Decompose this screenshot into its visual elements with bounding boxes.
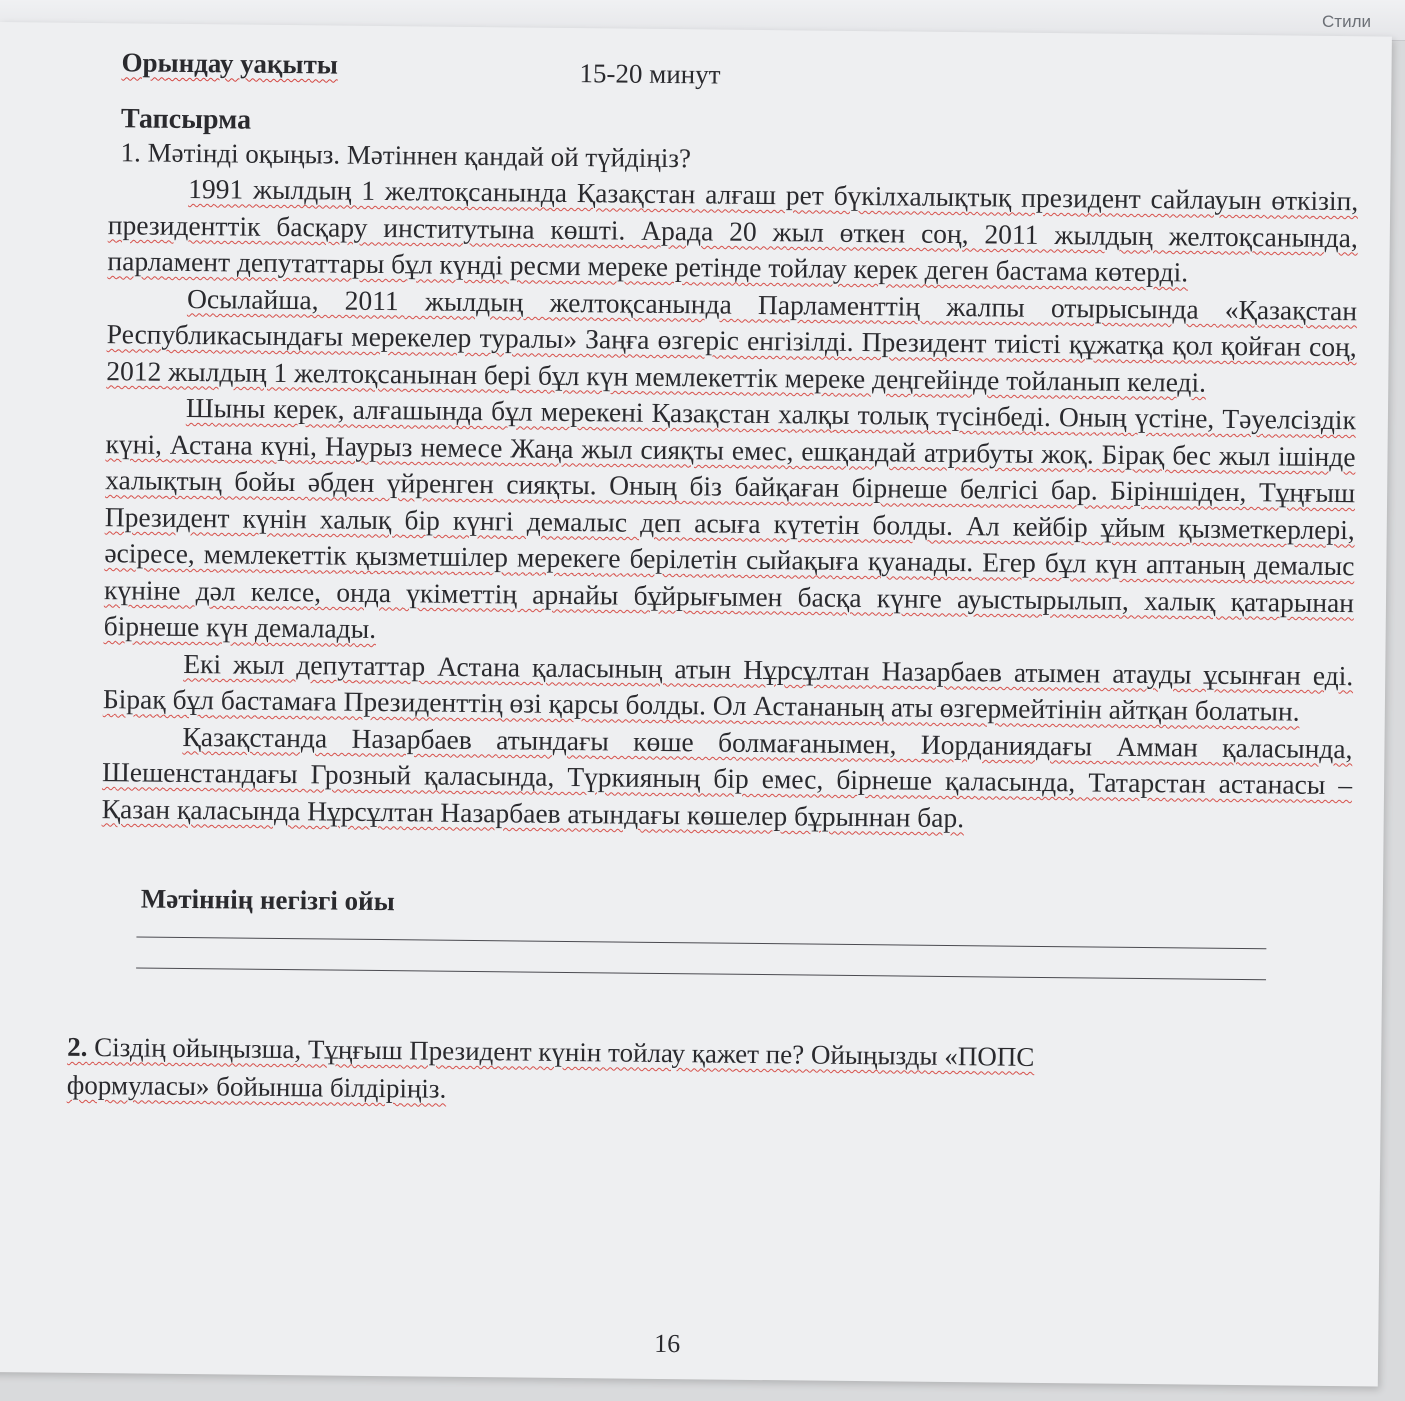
document-page [0,22,1392,1387]
styles-button[interactable]: Стили [1322,12,1371,31]
page-number: 16 [654,1328,681,1359]
text-paragraph-4: Екі жыл депутаттар Астана қаласының атын Нұрсұлтан Назарбаев атымен атауды ұсынған еді. Бірақ бұл бастамаға Президенттің өзі қарсы болды. Ол Астананың аты өзгермейтінін айтқан болатын. [102,647,1354,727]
time-label: Орындау уақыты [121,47,339,80]
time-value: 15-20 минут [579,58,721,90]
question-1: 1. Мәтінді оқыңыз. Мәтіннен қандай ой түйдіңіз? [120,137,692,174]
main-idea-label: Мәтіннің негізгі ойы [140,883,395,917]
answer-line [136,967,1266,980]
question-2-text: Сіздің ойыңызша, Тұңғыш Президент күнін тойлау қажет пе? Ойыңызды «ПОПС формуласы» бойынша білдіріңіз. [66,1032,1035,1104]
text-paragraph-2: Осылайша, 2011 жылдың желтоқсанында Парламенттің жалпы отырысында «Қазақстан Республикасындағы мерекелер туралы» Заңға өзгеріс енгізілді. Президент тиісті құжатқа қол қойған соң, 2012 жылдың 1 желтоқсанынан бері бұл күн мемлекеттік мереке деңгейінде тойланып келеді. [106,282,1358,398]
text-paragraph-1: 1991 жылдың 1 желтоқсанында Қазақстан алғаш рет бүкілхалықтық президент сайлауын өткізіп, президенттік басқару институтына көшті. Арада 20 жыл өткен соң, 2011 жылдың желтоқсанында, парламент депутаттары бұл күнді ресми мереке ретінде тойлау керек деген бастама көтерді. [107,172,1359,288]
question-2-number: 2. [67,1031,88,1062]
text-paragraph-5: Қазақстанда Назарбаев атындағы көше болмағанымен, Иорданиядағы Амман қаласында, Шешенстандағы Грозный қаласында, Түркияның бір емес, бірнеше қаласында, Татарстан астанасы – Қазан қаласында Нұрсұлтан Назарбаев атындағы көшелер бұрыннан бар. [101,720,1353,833]
page-content [66,41,1360,1117]
question-2 [67,1028,1178,1116]
time-row [109,41,1360,110]
text-paragraph-3: Шыны керек, алғашында бұл мерекені Қазақстан халқы толық түсінбеді. Оның үстіне, Тәуелсіздік күні, Астана күні, Наурыз немесе Жаңа жыл сияқты емес, ешқандай атрибуты жоқ. Бірақ бес жыл ішінде халықтың бойы әбден үйренген сияқты. Оның біз байқаған бірнеше белгісі бар. Біріншіден, Тұңғыш Президент күнін халық бір күнгі демалыс деп асыға күтетін болды. Ал кейбір ұйым қызметкерлері, әсіресе, мемлекеттік қызметшілер мерекеге берілетін сыйақыға қуанады. Егер бұл күн аптаның демалыс күніне дәл келсе, онда үкіметтің арнайы бұйрығымен басқа күнге ауыстырылып, халық қатарынан бірнеше күн демалады. [103,391,1357,644]
task-heading: Тапсырма [120,103,252,136]
answer-line [136,936,1266,949]
